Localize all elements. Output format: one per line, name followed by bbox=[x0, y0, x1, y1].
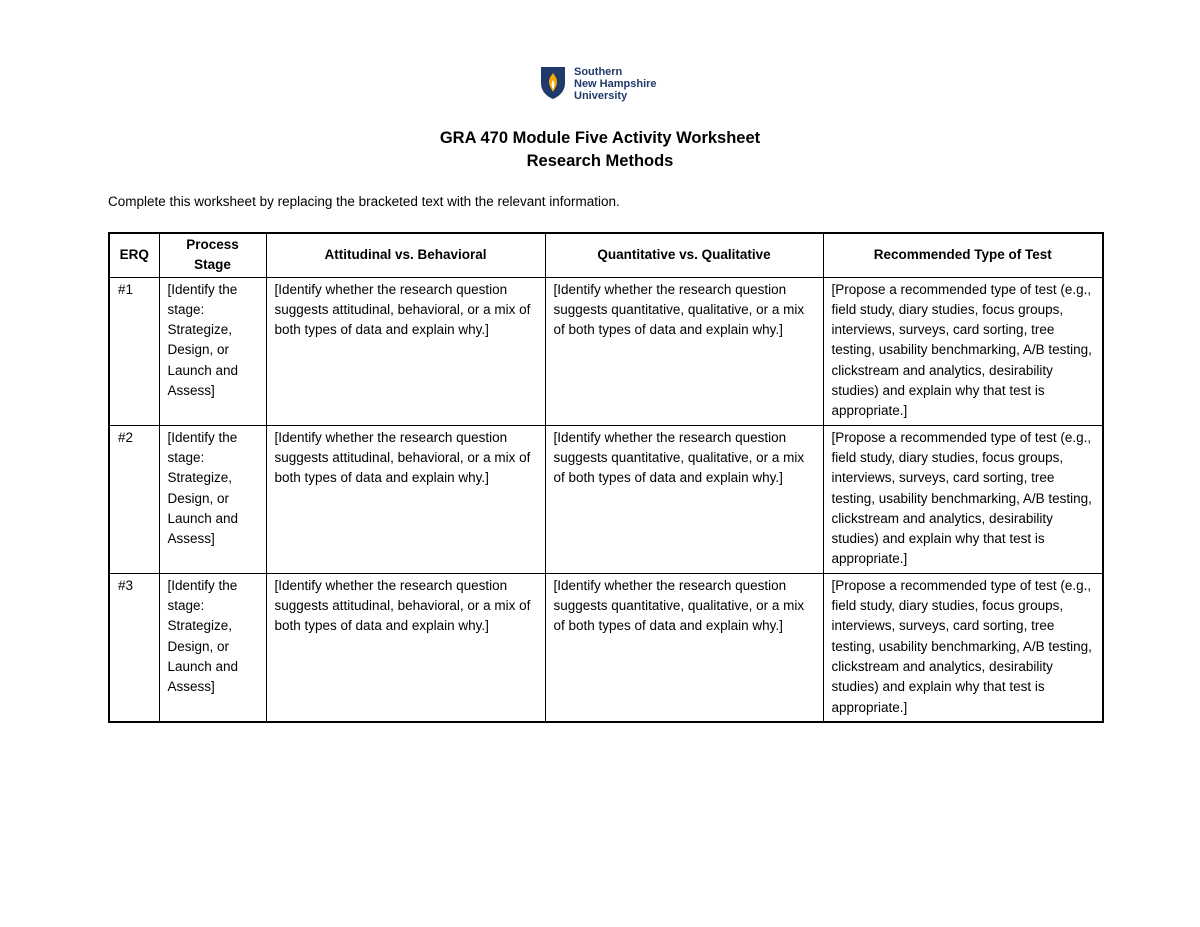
title-line-2: Research Methods bbox=[526, 152, 674, 170]
header-recommended-test: Recommended Type of Test bbox=[823, 233, 1103, 277]
cell-attitudinal-behavioral[interactable]: [Identify whether the research question suggests attitudinal, behavioral, or a mix of both types of data and explain why.] bbox=[266, 277, 545, 425]
cell-attitudinal-behavioral[interactable]: [Identify whether the research question suggests attitudinal, behavioral, or a mix of both types of data and explain why.] bbox=[266, 425, 545, 573]
university-logo bbox=[540, 66, 657, 102]
cell-attitudinal-behavioral[interactable]: [Identify whether the research question suggests attitudinal, behavioral, or a mix of both types of data and explain why.] bbox=[266, 573, 545, 722]
cell-recommended-test[interactable]: [Propose a recommended type of test (e.g., field study, diary studies, focus groups, interviews, surveys, card sorting, tree testing, usability benchmarking, A/B testing, clickstream and analytics, desirability studies) and explain why that test is appropriate.] bbox=[823, 277, 1103, 425]
header-process-stage: Process Stage bbox=[159, 233, 266, 277]
cell-erq: #1 bbox=[109, 277, 159, 425]
cell-recommended-test[interactable]: [Propose a recommended type of test (e.g., field study, diary studies, focus groups, interviews, surveys, card sorting, tree testing, usability benchmarking, A/B testing, clickstream and analytics, desirability studies) and explain why that test is appropriate.] bbox=[823, 573, 1103, 722]
cell-process-stage[interactable]: [Identify the stage: Strategize, Design, or Launch and Assess] bbox=[159, 425, 266, 573]
flame-shield-icon bbox=[540, 66, 566, 100]
cell-quantitative-qualitative[interactable]: [Identify whether the research question suggests quantitative, qualitative, or a mix of both types of data and explain why.] bbox=[545, 277, 823, 425]
header-quantitative-qualitative: Quantitative vs. Qualitative bbox=[545, 233, 823, 277]
cell-erq: #3 bbox=[109, 573, 159, 722]
cell-process-stage[interactable]: [Identify the stage: Strategize, Design, or Launch and Assess] bbox=[159, 277, 266, 425]
cell-process-stage[interactable]: [Identify the stage: Strategize, Design, or Launch and Assess] bbox=[159, 573, 266, 722]
table-row bbox=[109, 573, 1103, 722]
header-attitudinal-behavioral: Attitudinal vs. Behavioral bbox=[266, 233, 545, 277]
document-title bbox=[0, 127, 1200, 173]
cell-recommended-test[interactable]: [Propose a recommended type of test (e.g., field study, diary studies, focus groups, interviews, surveys, card sorting, tree testing, usability benchmarking, A/B testing, clickstream and analytics, desirability studies) and explain why that test is appropriate.] bbox=[823, 425, 1103, 573]
logo-line-3: University bbox=[574, 90, 628, 102]
table-row bbox=[109, 425, 1103, 573]
header-erq: ERQ bbox=[109, 233, 159, 277]
table-row bbox=[109, 277, 1103, 425]
logo-line-2: New Hampshire bbox=[574, 78, 657, 90]
logo-line-1: Southern bbox=[574, 66, 623, 78]
cell-quantitative-qualitative[interactable]: [Identify whether the research question suggests quantitative, qualitative, or a mix of both types of data and explain why.] bbox=[545, 573, 823, 722]
university-name bbox=[574, 66, 657, 102]
table-header-row bbox=[109, 233, 1103, 277]
cell-quantitative-qualitative[interactable]: [Identify whether the research question suggests quantitative, qualitative, or a mix of both types of data and explain why.] bbox=[545, 425, 823, 573]
instruction-text: Complete this worksheet by replacing the bracketed text with the relevant information. bbox=[108, 194, 620, 209]
worksheet-table bbox=[108, 232, 1104, 723]
cell-erq: #2 bbox=[109, 425, 159, 573]
title-line-1: GRA 470 Module Five Activity Worksheet bbox=[439, 129, 761, 147]
